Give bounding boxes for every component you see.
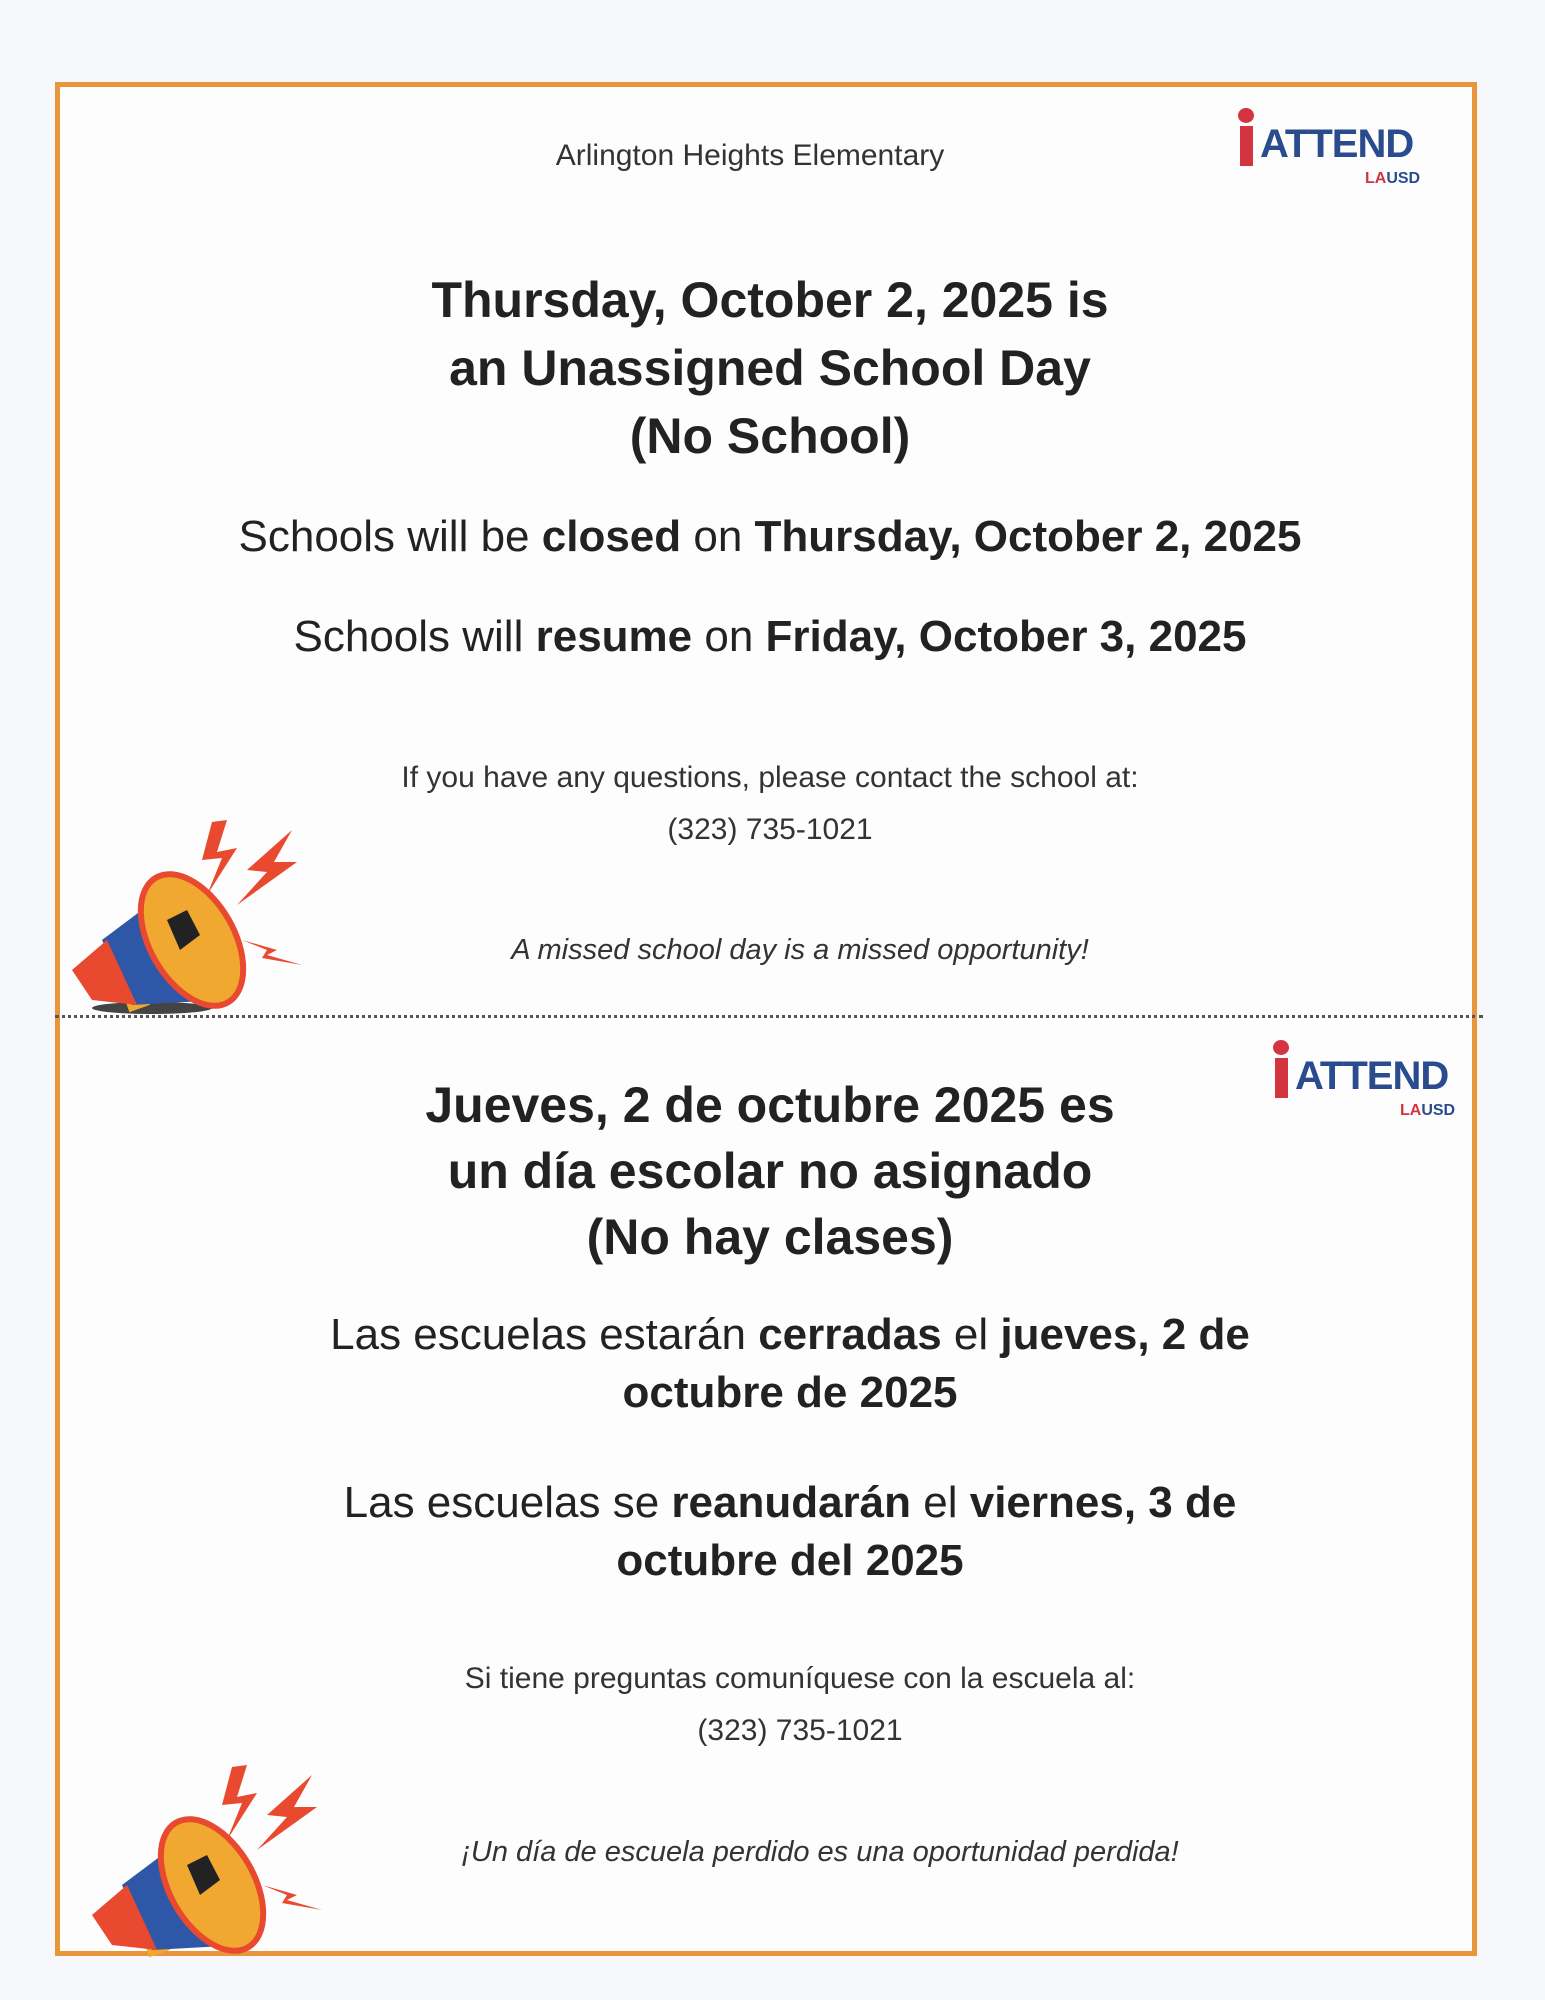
logo-word: ATTEND [1295, 1054, 1449, 1098]
english-resume-line: Schools will resume on Friday, October 3, 2025 [293, 612, 1247, 661]
spanish-closed-line: Las escuelas estarán cerradas el jueves, 2 de octubre de 2025 [330, 1310, 1250, 1417]
english-title: Thursday, October 2, 2025 is an Unassigned School Day (No School) [431, 272, 1109, 464]
english-contact: If you have any questions, please contact the school at: (323) 735-1021 [60, 752, 1480, 856]
logo-dot [1273, 1040, 1289, 1055]
megaphone-icon [82, 1745, 342, 1965]
logo-dot [1238, 108, 1254, 123]
logo-word: ATTEND [1260, 122, 1414, 166]
megaphone-icon [62, 800, 322, 1020]
logo-sub: LAUSD [1365, 170, 1421, 187]
logo-sub: LAUSD [1400, 1102, 1456, 1119]
iattend-logo [1240, 108, 1440, 192]
phone-number: (323) 735-1021 [667, 813, 873, 846]
logo-i-stem [1240, 126, 1253, 166]
spanish-motto: ¡Un día de escuela perdido es una oportunidad perdida! [461, 1836, 1179, 1868]
school-name: Arlington Heights Elementary [555, 139, 945, 172]
english-closed-line: Schools will be closed on Thursday, October 2, 2025 [238, 512, 1302, 561]
phone-number: (323) 735-1021 [697, 1714, 903, 1747]
spanish-title: Jueves, 2 de octubre 2025 es un día escolar no asignado (No hay clases) [425, 1077, 1115, 1265]
spanish-contact: Si tiene preguntas comuníquese con la escuela al: (323) 735-1021 [90, 1653, 1510, 1757]
english-motto: A missed school day is a missed opportunity! [511, 934, 1089, 966]
spanish-resume-line: Las escuelas se reanudarán el viernes, 3 de octubre del 2025 [343, 1478, 1237, 1585]
